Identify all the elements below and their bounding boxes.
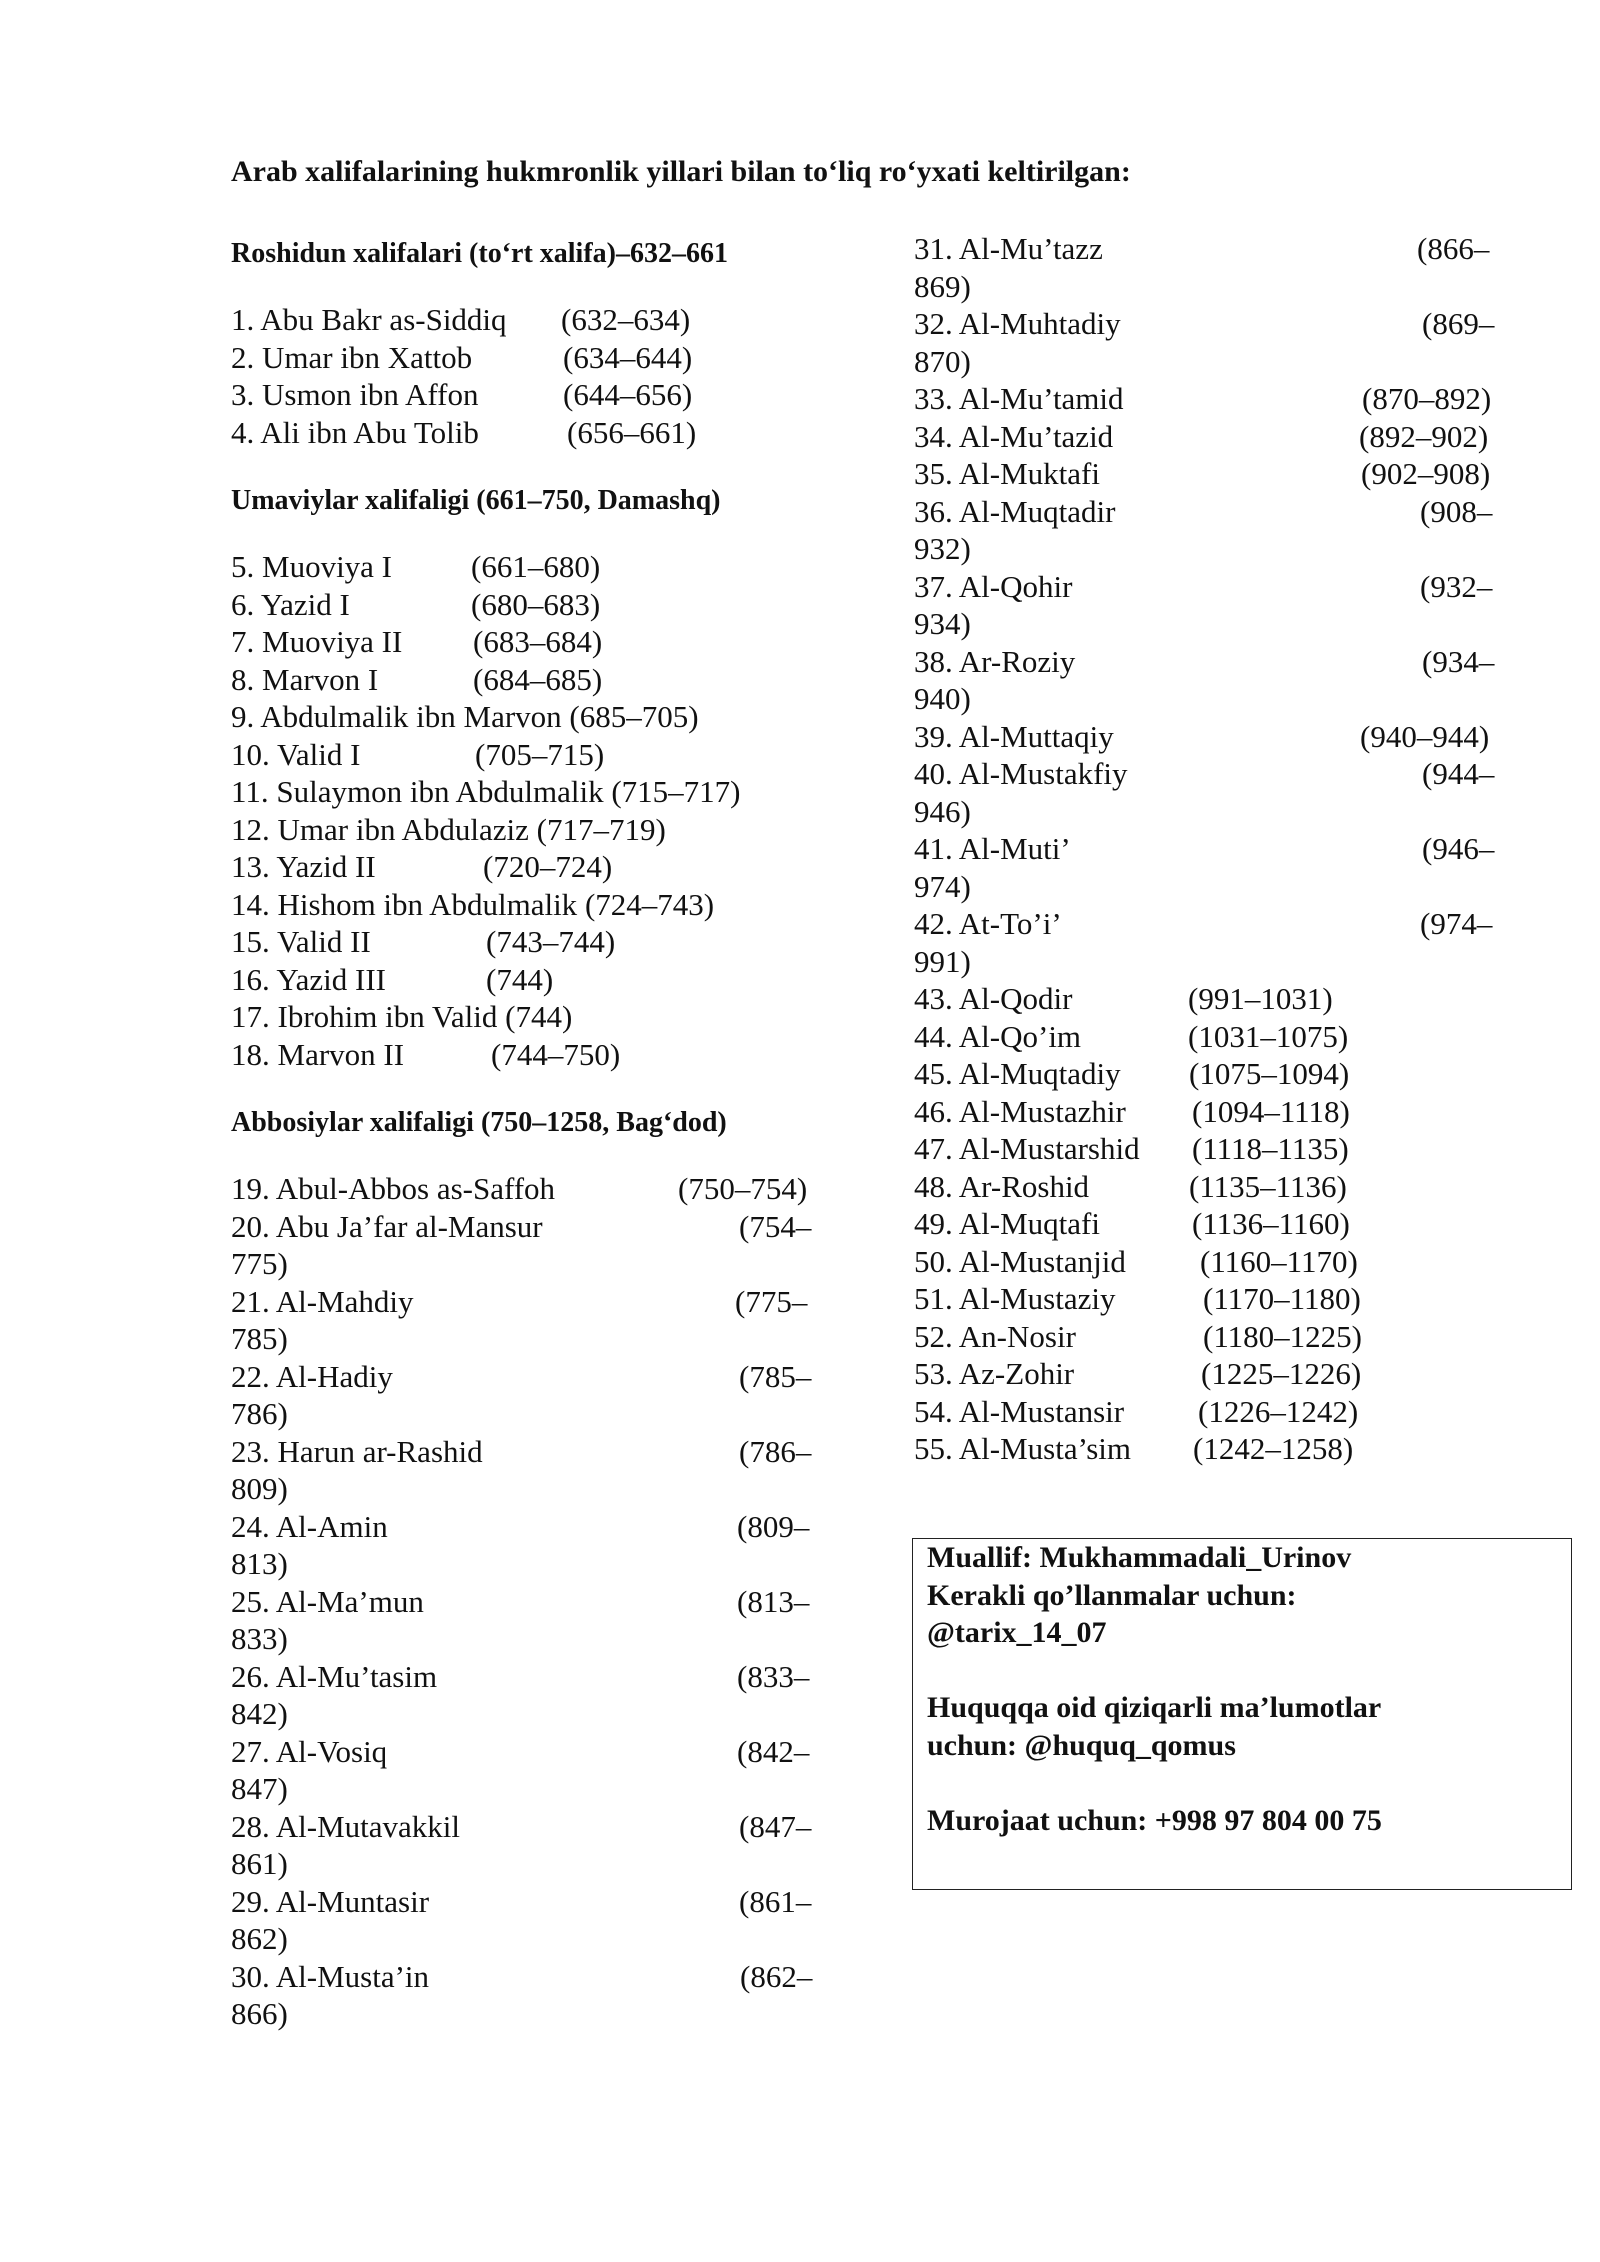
list-item (231, 1358, 812, 1433)
caliph-name: 47. Al-Mustarshid (914, 1131, 1140, 1166)
list-item (914, 1093, 1350, 1131)
reign-years: (632–634) (561, 302, 691, 337)
reign-years: (743–744) (486, 924, 616, 959)
reign-years-end: 775) (231, 1246, 288, 1281)
reign-years: (634–644) (563, 339, 693, 375)
reign-years: (750–754) (678, 1171, 808, 1206)
list-item (914, 1318, 1362, 1356)
caliph-name: 5. Muoviya I (231, 549, 393, 584)
list-item (914, 905, 1493, 980)
caliph-name: 4. Ali ibn Abu Tolib (231, 414, 479, 450)
list-item (231, 301, 740, 339)
list-item (231, 923, 740, 961)
caliph-name: 6. Yazid I (231, 586, 350, 622)
reign-years: (1242–1258) (1193, 1431, 1354, 1466)
reign-years: (715–717) (611, 774, 741, 809)
reign-years: (934– (1422, 643, 1495, 679)
reign-years-end: 940) (914, 681, 971, 716)
reign-years: (870–892) (1362, 381, 1492, 416)
reign-years: (724–743) (584, 886, 715, 922)
reign-years: (1031–1075) (1188, 1018, 1349, 1054)
reign-years: (785– (739, 1358, 812, 1394)
list-item (914, 305, 1495, 380)
caliph-name: 31. Al-Mu’tazz (914, 231, 1103, 266)
reign-years: (946– (1422, 831, 1495, 866)
reign-years: (1160–1170) (1200, 1243, 1358, 1279)
caliph-name: 29. Al-Muntasir (231, 1883, 430, 1919)
list-item (914, 1280, 1361, 1318)
caliph-name: 18. Marvon II (231, 1036, 405, 1072)
list-item (914, 830, 1495, 905)
caliph-name: 1. Abu Bakr as-Siddiq (231, 302, 507, 337)
caliph-name: 41. Al-Muti’ (914, 831, 1071, 866)
reign-years-end: 813) (231, 1546, 288, 1581)
reign-years-end: 785) (231, 1321, 288, 1356)
caliph-name: 24. Al-Amin (231, 1508, 388, 1544)
list-abbosiy (231, 1170, 813, 2033)
reign-years: (1180–1225) (1203, 1318, 1362, 1354)
list-item (914, 568, 1493, 643)
section-heading-abbosiy: Abbosiylar xalifaligi (750–1258, Bag‘dod) (231, 1107, 727, 1138)
list-item (914, 1243, 1358, 1281)
caliph-name: 3. Usmon ibn Affon (231, 377, 479, 412)
caliph-name: 10. Valid I (231, 736, 361, 772)
reign-years: (842– (737, 1733, 810, 1769)
reign-years: (1118–1135) (1192, 1131, 1349, 1166)
list-item (914, 1130, 1349, 1168)
list-item (231, 886, 740, 924)
reign-years: (869– (1422, 306, 1495, 341)
reign-years: (866– (1417, 231, 1490, 266)
reign-years: (720–724) (483, 849, 613, 884)
reign-years-end: 809) (231, 1471, 288, 1506)
list-item (231, 698, 740, 736)
caliph-name: 35. Al-Muktafi (914, 456, 1100, 491)
reign-years: (656–661) (567, 414, 697, 450)
reign-years: (1170–1180) (1203, 1281, 1361, 1316)
reign-years: (744–750) (491, 1036, 621, 1072)
caliph-name: 33. Al-Mu’tamid (914, 381, 1124, 416)
reign-years: (932– (1420, 568, 1493, 604)
list-item (231, 1733, 810, 1808)
reign-years-end: 934) (914, 606, 971, 641)
list-item (914, 755, 1495, 830)
list-item (914, 718, 1490, 756)
caliph-name: 53. Az-Zohir (914, 1356, 1075, 1391)
reign-years: (685–705) (569, 699, 699, 734)
spacer (927, 1652, 1557, 1690)
list-item (914, 493, 1493, 568)
caliph-name: 43. Al-Qodir (914, 981, 1073, 1016)
caliph-name: 11. Sulaymon ibn Abdulmalik (231, 774, 604, 809)
list-item (231, 736, 740, 774)
list-item (231, 998, 740, 1036)
caliph-name: 13. Yazid II (231, 849, 376, 884)
reign-years: (680–683) (471, 586, 601, 622)
caliph-name: 49. Al-Muqtafi (914, 1206, 1100, 1241)
list-item (231, 1170, 808, 1208)
list-item (914, 418, 1489, 456)
reign-years: (775– (735, 1283, 808, 1319)
list-item (914, 380, 1492, 418)
caliph-name: 9. Abdulmalik ibn Marvon (231, 699, 562, 734)
list-item (231, 1958, 813, 2033)
author-info-box (912, 1538, 1572, 1890)
list-item (914, 1018, 1349, 1056)
list-item (231, 1883, 812, 1958)
reign-years-end: 870) (914, 343, 971, 379)
spacer (927, 1764, 1557, 1802)
list-item (914, 1393, 1359, 1431)
reign-years-end: 866) (231, 1996, 288, 2031)
law-channel-link[interactable]: uchun: @huquq_qomus (927, 1728, 1236, 1762)
section-heading-roshidun: Roshidun xalifalari (to‘rt xalifa)–632–661 (231, 238, 728, 269)
reign-years-end: 946) (914, 793, 971, 829)
reign-years-end: 842) (231, 1696, 288, 1731)
reign-years: (908– (1420, 493, 1493, 529)
list-item (914, 1355, 1362, 1393)
list-item (231, 548, 740, 586)
caliph-name: 22. Al-Hadiy (231, 1358, 393, 1394)
caliph-name: 38. Ar-Roziy (914, 643, 1076, 679)
caliph-name: 17. Ibrohim ibn Valid (231, 999, 498, 1034)
list-item (231, 1433, 812, 1508)
reign-years: (862– (740, 1958, 813, 1994)
list-item (231, 1658, 810, 1733)
list-item (231, 848, 740, 886)
list-item (231, 339, 740, 377)
list-item (231, 961, 740, 999)
reign-years: (861– (739, 1883, 812, 1919)
caliph-name: 40. Al-Mustakfiy (914, 756, 1128, 791)
reign-years: (902–908) (1361, 456, 1491, 491)
contact-phone: Murojaat uchun: +998 97 804 00 75 (927, 1803, 1382, 1837)
caliph-name: 30. Al-Musta’in (231, 1958, 430, 1994)
list-item (231, 1808, 812, 1883)
caliph-name: 39. Al-Muttaqiy (914, 718, 1114, 754)
reign-years: (683–684) (473, 624, 603, 659)
guides-label: Kerakli qo’llanmalar uchun: (927, 1578, 1297, 1612)
list-item (231, 1583, 810, 1658)
list-item (914, 980, 1333, 1018)
caliph-name: 15. Valid II (231, 924, 371, 959)
list-item (231, 661, 740, 699)
caliph-name: 37. Al-Qohir (914, 568, 1073, 604)
reign-years: (833– (737, 1658, 810, 1694)
caliph-name: 20. Abu Ja’far al-Mansur (231, 1208, 543, 1244)
caliph-name: 46. Al-Mustazhir (914, 1093, 1126, 1129)
reign-years: (1225–1226) (1201, 1356, 1362, 1391)
list-item (914, 1430, 1354, 1468)
caliph-name: 55. Al-Musta’sim (914, 1431, 1132, 1466)
reign-years: (892–902) (1359, 418, 1489, 454)
caliph-name: 19. Abul-Abbos as-Saffoh (231, 1171, 556, 1206)
list-item (914, 1205, 1350, 1243)
reign-years: (974– (1420, 906, 1493, 941)
list-roshidun (231, 301, 740, 451)
reign-years: (684–685) (473, 661, 603, 697)
reign-years: (944– (1422, 756, 1495, 791)
caliph-name: 12. Umar ibn Abdulaziz (231, 811, 529, 847)
list-item (231, 1508, 810, 1583)
list-item (914, 1055, 1350, 1093)
reign-years: (661–680) (471, 549, 601, 584)
list-item (914, 643, 1495, 718)
reign-years-end: 847) (231, 1771, 288, 1806)
list-item (231, 1283, 808, 1358)
caliph-name: 48. Ar-Roshid (914, 1168, 1090, 1204)
reign-years-end: 869) (914, 268, 971, 304)
list-item (231, 1208, 812, 1283)
reign-years: (991–1031) (1188, 981, 1333, 1016)
caliph-name: 42. At-To’i’ (914, 906, 1062, 941)
reign-years: (644–656) (563, 377, 693, 412)
list-item (231, 586, 740, 624)
caliph-name: 8. Marvon I (231, 661, 379, 697)
list-item (914, 455, 1491, 493)
reign-years: (744) (486, 961, 554, 997)
caliph-name: 45. Al-Muqtadiy (914, 1056, 1121, 1091)
caliph-name: 27. Al-Vosiq (231, 1733, 388, 1769)
list-item (914, 230, 1490, 305)
caliph-name: 23. Harun ar-Rashid (231, 1433, 483, 1469)
reign-years-end: 862) (231, 1921, 288, 1956)
reign-years: (1136–1160) (1192, 1206, 1350, 1241)
left-column (231, 234, 813, 2033)
reign-years: (847– (739, 1808, 812, 1844)
section-heading-umaviy: Umaviylar xalifaligi (661–750, Damashq) (231, 485, 721, 516)
list-item (231, 414, 740, 452)
caliph-name: 7. Muoviya II (231, 624, 403, 659)
reign-years: (813– (737, 1583, 810, 1619)
list-item (231, 1036, 740, 1074)
reign-years-end: 786) (231, 1396, 288, 1431)
caliph-name: 25. Al-Ma’mun (231, 1583, 424, 1619)
caliph-name: 44. Al-Qo’im (914, 1018, 1082, 1054)
list-item (231, 811, 740, 849)
author-line: Muallif: Mukhammadali_Urinov (927, 1541, 1352, 1574)
caliph-name: 54. Al-Mustansir (914, 1393, 1125, 1429)
list-umaviy (231, 548, 740, 1073)
reign-years: (1094–1118) (1192, 1093, 1350, 1129)
reign-years-end: 833) (231, 1621, 288, 1656)
guides-channel-link[interactable]: @tarix_14_07 (927, 1616, 1107, 1649)
caliph-name: 26. Al-Mu’tasim (231, 1658, 438, 1694)
law-channel-label: Huquqqa oid qiziqarli ma’lumotlar (927, 1691, 1382, 1724)
reign-years: (705–715) (475, 736, 605, 772)
reign-years: (744) (505, 999, 573, 1034)
caliph-name: 36. Al-Muqtadir (914, 493, 1116, 529)
page-title: Arab xalifalarining hukmronlik yillari bilan to‘liq ro‘yxati keltirilgan: (231, 155, 1131, 188)
reign-years-end: 861) (231, 1846, 288, 1881)
reign-years-end: 974) (914, 868, 971, 904)
reign-years: (717–719) (536, 811, 666, 847)
right-column (914, 230, 1495, 1468)
list-item (231, 623, 740, 661)
list-item (231, 773, 740, 811)
caliph-name: 50. Al-Mustanjid (914, 1243, 1126, 1279)
reign-years: (786– (739, 1433, 812, 1469)
list-item (231, 376, 740, 414)
caliph-name: 16. Yazid III (231, 961, 386, 997)
reign-years: (1226–1242) (1198, 1393, 1359, 1429)
reign-years: (754– (739, 1208, 812, 1244)
caliph-name: 51. Al-Mustaziy (914, 1281, 1116, 1316)
reign-years: (1135–1136) (1189, 1168, 1347, 1204)
caliph-name: 2. Umar ibn Xattob (231, 339, 473, 375)
caliph-name: 34. Al-Mu’tazid (914, 418, 1114, 454)
reign-years-end: 991) (914, 943, 971, 979)
reign-years: (809– (737, 1508, 810, 1544)
caliph-name: 28. Al-Mutavakkil (231, 1808, 461, 1844)
reign-years-end: 932) (914, 531, 971, 566)
caliph-name: 52. An-Nosir (914, 1318, 1076, 1354)
list-item (914, 1168, 1347, 1206)
reign-years: (940–944) (1360, 718, 1490, 754)
reign-years: (1075–1094) (1189, 1056, 1350, 1091)
caliph-name: 21. Al-Mahdiy (231, 1283, 414, 1319)
caliph-name: 14. Hishom ibn Abdulmalik (231, 886, 578, 922)
caliph-name: 32. Al-Muhtadiy (914, 306, 1121, 341)
